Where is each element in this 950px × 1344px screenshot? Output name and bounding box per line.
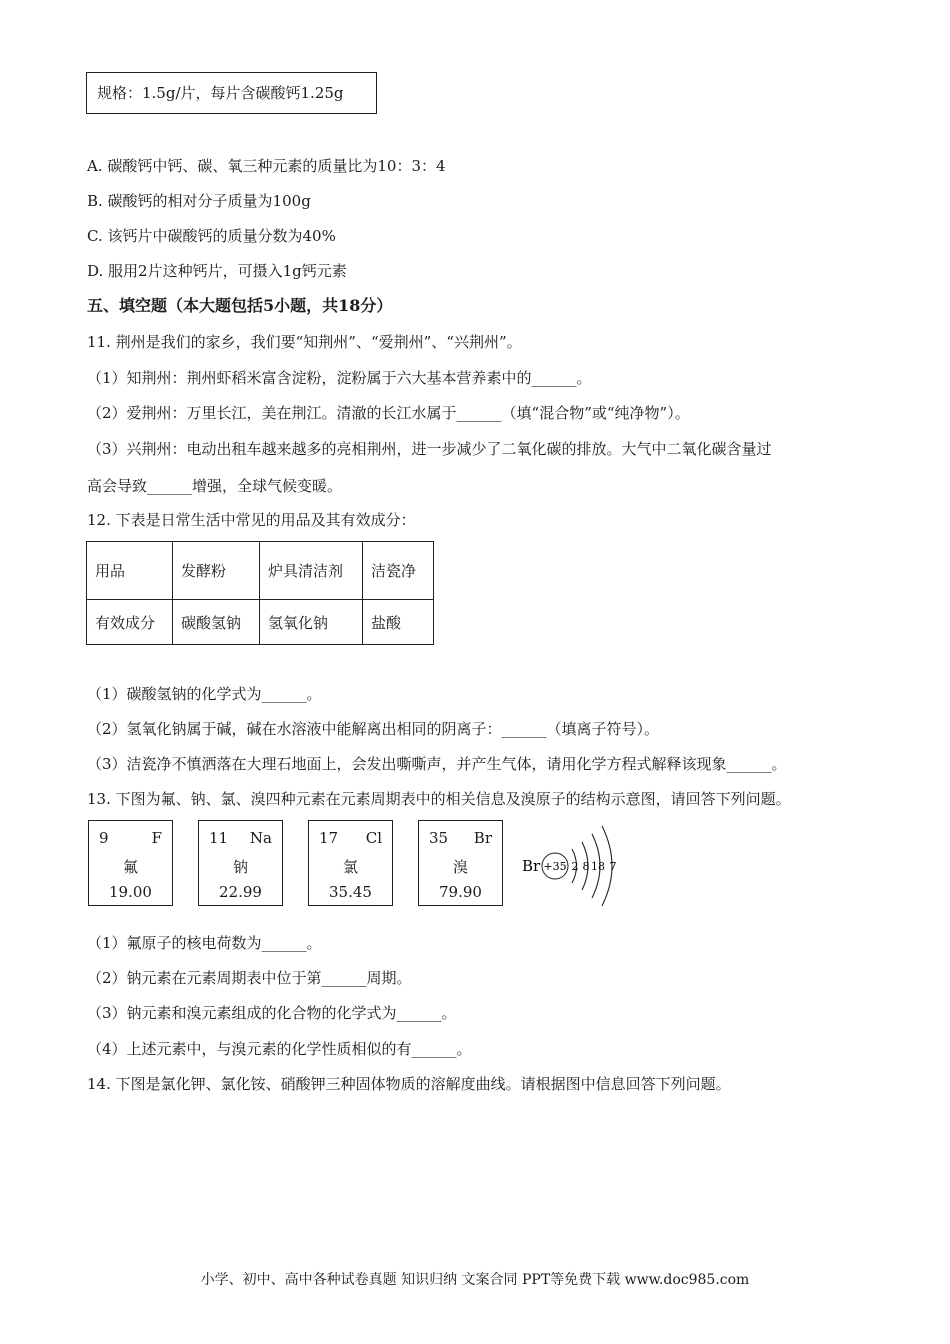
table-cell: 碳酸氢钠 — [173, 600, 260, 645]
shell-electron-count: 18 — [591, 860, 605, 873]
q12-part1: （1）碳酸氢钠的化学式为______。 — [87, 685, 322, 703]
q11-part3b: 高会导致______增强，全球气候变暖。 — [87, 477, 343, 495]
element-card-bromine — [418, 820, 503, 906]
atomic-mass: 19.00 — [109, 883, 152, 901]
q13-stem: 13. 下图为氟、钠、氯、溴四种元素在元素周期表中的相关信息及溴原子的结构示意图，请回答下列问题。 — [87, 790, 791, 808]
footer-banner: 小学、初中、高中各种试卷真题 知识归纳 文案合同 PPT等免费下载 www.doc985.com — [200, 1272, 750, 1288]
option-b: B. 碳酸钙的相对分子质量为100g — [87, 192, 311, 210]
element-name: 溴 — [452, 858, 468, 876]
option-d: D. 服用2片这种钙片，可摄入1g钙元素 — [87, 262, 347, 280]
q13-part3: （3）钠元素和溴元素组成的化合物的化学式为______。 — [87, 1004, 457, 1022]
element-card-chlorine — [308, 820, 393, 906]
q12-part3: （3）洁瓷净不慎洒落在大理石地面上，会发出嘶嘶声，并产生气体，请用化学方程式解释该现象______。 — [87, 755, 787, 773]
atomic-mass: 79.90 — [439, 883, 482, 901]
bromine-atom-diagram — [518, 818, 628, 912]
option-a: A. 碳酸钙中钙、碳、氧三种元素的质量比为10：3：4 — [87, 157, 446, 175]
q13-part4: （4）上述元素中，与溴元素的化学性质相似的有______。 — [87, 1040, 472, 1058]
nucleus-charge: +35 — [543, 860, 567, 873]
table-cell: 氢氧化钠 — [260, 600, 363, 645]
q13-part2: （2）钠元素在元素周期表中位于第______周期。 — [87, 969, 412, 987]
atomic-number: 35 — [429, 829, 449, 847]
q11-part3a: （3）兴荆州：电动出租车越来越多的亮相荆州，进一步减少了二氧化碳的排放。大气中二氧化碳含量过 — [87, 440, 772, 458]
atomic-number: 17 — [319, 829, 339, 847]
atomic-mass: 22.99 — [219, 883, 262, 901]
q13-part1: （1）氟原子的核电荷数为______。 — [87, 934, 322, 952]
element-name: 钠 — [232, 858, 248, 876]
element-card-fluorine — [88, 820, 173, 906]
element-symbol: Cl — [365, 829, 382, 847]
element-name: 氟 — [122, 858, 138, 876]
element-symbol: Na — [249, 829, 272, 847]
spec-text: 规格：1.5g/片，每片含碳酸钙1.25g — [97, 84, 344, 102]
element-symbol: F — [151, 829, 162, 847]
atom-symbol: Br — [522, 857, 541, 875]
table-row — [87, 600, 434, 645]
element-name: 氯 — [342, 858, 358, 876]
atomic-mass: 35.45 — [329, 883, 372, 901]
shell-electron-count: 8 — [582, 860, 590, 873]
q14-stem: 14. 下图是氯化钾、氯化铵、硝酸钾三种固体物质的溶解度曲线。请根据图中信息回答下列问题。 — [87, 1075, 731, 1093]
section-title: 五、填空题（本大题包括5小题，共18分） — [87, 296, 393, 315]
option-c: C. 该钙片中碳酸钙的质量分数为40% — [87, 227, 336, 245]
q11-part2: （2）爱荆州：万里长江，美在荆江。清澈的长江水属于______（填“混合物”或“纯净物”）。 — [87, 404, 690, 422]
atomic-number: 11 — [209, 829, 229, 847]
table-cell: 用品 — [87, 542, 173, 600]
table-cell: 盐酸 — [363, 600, 434, 645]
table-row — [87, 542, 434, 600]
q12-part2: （2）氢氧化钠属于碱，碱在水溶液中能解离出相同的阴离子：______（填离子符号）。 — [87, 720, 660, 738]
shell-electron-count: 7 — [609, 860, 617, 873]
element-card-sodium — [198, 820, 283, 906]
q11-stem: 11. 荆州是我们的家乡，我们要“知荆州”、“爱荆州”、“兴荆州”。 — [87, 333, 522, 351]
atomic-number: 9 — [99, 829, 109, 847]
spec-box — [86, 72, 377, 114]
element-symbol: Br — [473, 829, 492, 847]
table-cell: 炉具清洁剂 — [260, 542, 363, 600]
q11-part1: （1）知荆州：荆州虾稻米富含淀粉，淀粉属于六大基本营养素中的______。 — [87, 369, 592, 387]
table-cell: 洁瓷净 — [363, 542, 434, 600]
products-table — [86, 541, 434, 645]
q12-stem: 12. 下表是日常生活中常见的用品及其有效成分： — [87, 511, 416, 529]
table-cell: 有效成分 — [87, 600, 173, 645]
table-cell: 发酵粉 — [173, 542, 260, 600]
shell-electron-count: 2 — [571, 860, 579, 873]
